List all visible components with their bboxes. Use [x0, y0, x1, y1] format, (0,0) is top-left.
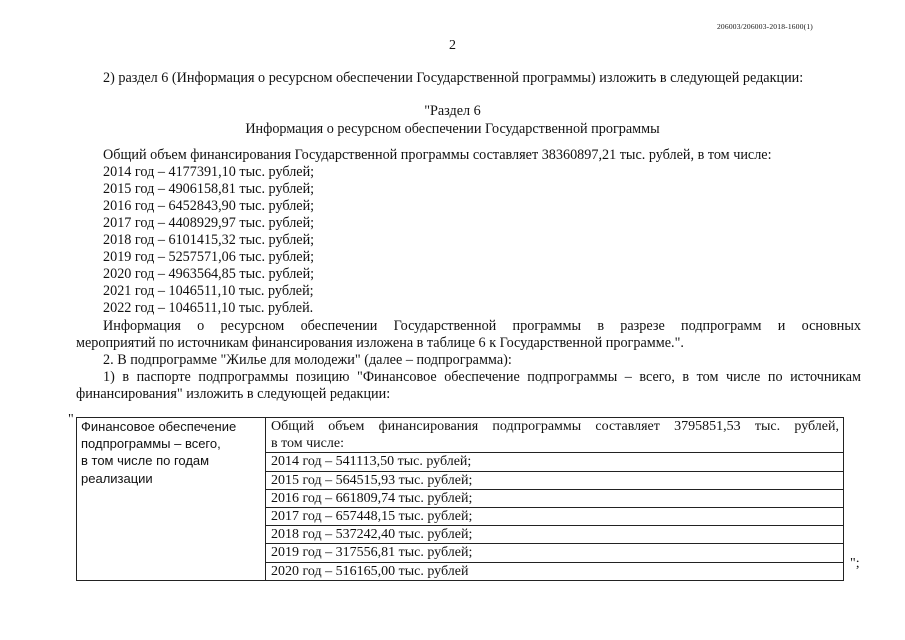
- intro-paragraph: 2) раздел 6 (Информация о ресурсном обеспечении Государственной программы) изложить в следующей редакции:: [103, 70, 804, 86]
- value-line: Общий объем финансирования подпрограммы составляет 3795851,53 тыс. рублей,: [271, 419, 839, 434]
- year-line: 2016 год – 6452843,90 тыс. рублей;: [103, 198, 315, 214]
- label-line: в том числе по годам: [81, 453, 210, 469]
- year-line: 2022 год – 1046511,10 тыс. рублей.: [103, 300, 314, 316]
- section-subtitle: Информация о ресурсном обеспечении Государственной программы: [245, 121, 660, 137]
- table-row: [77, 418, 844, 581]
- passport-instruction-line: 1) в паспорте подпрограммы позицию "Финансовое обеспечение подпрограммы – всего, в том числе по источникам: [103, 369, 861, 385]
- value-line: 2020 год – 516165,00 тыс. рублей: [271, 563, 469, 579]
- value-line: 2019 год – 317556,81 тыс. рублей;: [266, 544, 843, 562]
- label-line: Финансовое обеспечение: [81, 419, 237, 434]
- value-line: 2018 год – 537242,40 тыс. рублей;: [266, 526, 843, 544]
- year-line: 2021 год – 1046511,10 тыс. рублей;: [103, 283, 314, 299]
- label-line: реализации: [81, 470, 153, 486]
- value-line: в том числе:: [266, 435, 843, 453]
- info-paragraph-line: Информация о ресурсном обеспечении Государственной программы в разрезе подпрограмм и основных: [103, 318, 861, 334]
- passport-label-cell: [77, 418, 266, 581]
- year-line: 2017 год – 4408929,97 тыс. рублей;: [103, 215, 315, 231]
- year-line: 2019 год – 5257571,06 тыс. рублей;: [103, 249, 315, 265]
- opening-quote: ": [68, 412, 74, 427]
- year-line: 2014 год – 4177391,10 тыс. рублей;: [103, 164, 315, 180]
- value-line: 2017 год – 657448,15 тыс. рублей;: [266, 508, 843, 526]
- year-line: 2018 год – 6101415,32 тыс. рублей;: [103, 232, 315, 248]
- passport-table: [76, 417, 844, 581]
- value-line: 2014 год – 541113,50 тыс. рублей;: [266, 453, 843, 471]
- passport-value-cell: [266, 418, 844, 581]
- passport-instruction-line: финансирования" изложить в следующей редакции:: [76, 386, 391, 402]
- year-line: 2015 год – 4906158,81 тыс. рублей;: [103, 181, 315, 197]
- year-line: 2020 год – 4963564,85 тыс. рублей;: [103, 266, 315, 282]
- total-financing: Общий объем финансирования Государственной программы составляет 38360897,21 тыс. рублей, в том числе:: [103, 147, 772, 163]
- value-line: 2016 год – 661809,74 тыс. рублей;: [266, 490, 843, 508]
- section-title: "Раздел 6: [424, 103, 481, 119]
- value-line: 2015 год – 564515,93 тыс. рублей;: [266, 472, 843, 490]
- subprogram-heading: 2. В подпрограмме "Жилье для молодежи" (далее – подпрограмма):: [103, 352, 512, 368]
- page-number: 2: [449, 38, 456, 53]
- document-id: 206003/206003-2018-1600(1): [716, 22, 813, 31]
- label-line: подпрограммы – всего,: [81, 436, 221, 452]
- info-paragraph-line: мероприятий по источникам финансирования изложена в таблице 6 к Государственной программе.".: [76, 335, 684, 351]
- closing-quote: ";: [850, 556, 860, 571]
